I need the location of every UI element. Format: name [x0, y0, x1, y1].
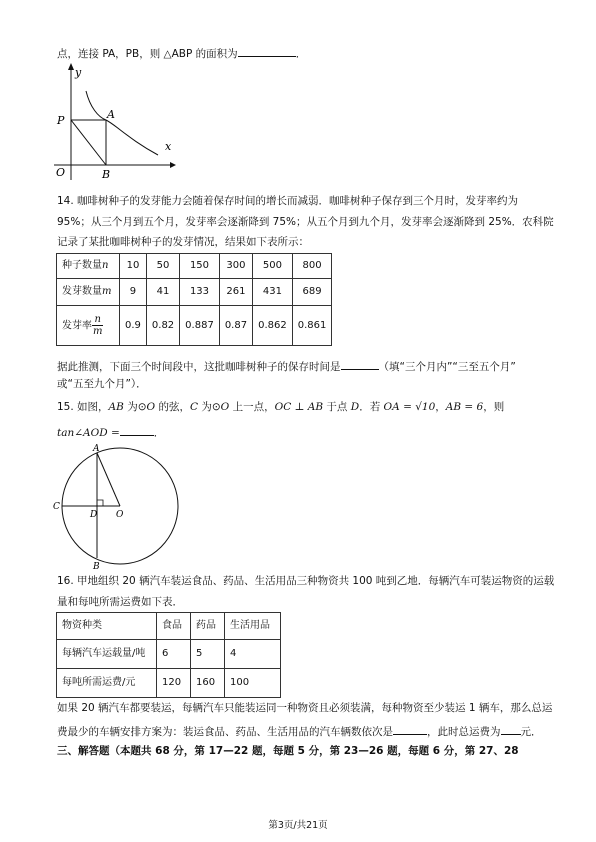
- q14-after2: 或“五至九个月”）．: [57, 378, 147, 390]
- hyperbola-curve: [86, 91, 158, 155]
- q15-text: 为⊙: [198, 401, 221, 413]
- y-axis-arrow: [68, 63, 74, 70]
- table-cell: 120: [157, 669, 191, 698]
- q13-graph: [50, 62, 180, 182]
- q14-row-rate: [57, 306, 332, 346]
- table-cell: 150: [180, 254, 220, 279]
- q16-row-capacity: [57, 640, 281, 669]
- q14-table: [56, 253, 332, 346]
- table-cell: 每吨所需运费/元: [57, 669, 157, 698]
- q14-after1-text: 据此推测，下面三个时间段中，这批咖啡树种子的保存时间是: [57, 361, 341, 373]
- q14-line1: 14. 咖啡树种子的发芽能力会随着保存时间的增长而减弱．咖啡树种子保存到三个月时，发芽率约为: [57, 195, 519, 207]
- table-cell: 41: [146, 279, 179, 306]
- table-cell: 133: [180, 279, 220, 306]
- q16-line1: 16. 甲地组织 20 辆汽车装运食品、药品、生活用品三种物资共 100 吨到乙地．每辆汽车可装运物资的运载: [57, 575, 555, 587]
- q13-answer-blank: [238, 45, 296, 57]
- q15-math: AB = 6: [445, 401, 484, 413]
- q14-row2-label: [57, 279, 120, 306]
- q16-line2: 量和每吨所需运费如下表．: [57, 596, 183, 608]
- q16-text: 费最少的车辆安排方案为：装运食品、药品、生活用品的汽车辆数依次是: [57, 726, 393, 738]
- table-cell: 500: [253, 254, 293, 279]
- q13-line: 点，连接 PA，PB，则 △ABP 的面积为: [57, 48, 238, 60]
- page-footer: 第3页/共21页: [268, 820, 328, 831]
- label-p: P: [57, 114, 65, 127]
- table-cell: 689: [292, 279, 332, 306]
- table-cell: 100: [225, 669, 281, 698]
- q15-answer-blank: [120, 424, 154, 436]
- q13-text: [57, 45, 306, 61]
- segment-oa: [97, 453, 120, 506]
- q14-after1: [57, 358, 516, 374]
- x-axis-arrow: [170, 162, 176, 168]
- table-cell: 5: [191, 640, 225, 669]
- label-o: O: [56, 166, 66, 179]
- q16-header-row: [57, 613, 281, 640]
- label-c: C: [53, 502, 60, 512]
- q15-circle-figure: [50, 440, 190, 572]
- q16-row-cost: [57, 669, 281, 698]
- table-cell: 每辆汽车运载量/吨: [57, 640, 157, 669]
- q15-text: 为⊙: [123, 401, 147, 413]
- q16-text: 元．: [520, 726, 542, 738]
- q15-text: ．若: [359, 401, 384, 413]
- q15-math: OC ⊥ AB: [274, 401, 324, 413]
- label-x: x: [165, 140, 172, 153]
- segment-pb: [71, 120, 106, 165]
- q16-text: ，此时总运费为: [427, 726, 501, 738]
- q14-row-germinated: [57, 279, 332, 306]
- table-cell: 0.9: [120, 306, 147, 346]
- q14-answer-blank: [341, 358, 379, 370]
- table-header-cell: 生活用品: [225, 613, 281, 640]
- table-cell: 0.862: [253, 306, 293, 346]
- q15-line1: [57, 401, 504, 414]
- q15-text: 于点: [323, 401, 351, 413]
- q14-row2-label-text: 发芽数量: [62, 286, 102, 297]
- q14-row-seeds: [57, 254, 332, 279]
- q15-line2: [57, 424, 164, 440]
- q15-text: ，: [435, 401, 446, 413]
- section-three-heading: 三、解答题（本题共 68 分，第 17—22 题，每题 5 分，第 23—26 题，每题 6 分，第 27、28: [57, 745, 519, 757]
- q14-row2-var: m: [102, 286, 112, 297]
- q15-text: 上一点，: [229, 401, 275, 413]
- table-cell: 0.82: [146, 306, 179, 346]
- table-header-cell: 药品: [191, 613, 225, 640]
- q15-math: OA = √10: [383, 401, 436, 413]
- table-header-cell: 物资种类: [57, 613, 157, 640]
- q14-row3-label: [57, 306, 120, 346]
- table-cell: 800: [292, 254, 332, 279]
- q14-after1-end: （填“三个月内”“三至五个月”: [378, 361, 516, 373]
- table-cell: 160: [191, 669, 225, 698]
- q14-line3: 记录了某批咖啡树种子的发芽情况，结果如下表所示：: [57, 236, 309, 248]
- label-o: O: [116, 510, 124, 520]
- q15-text: 的弦，: [155, 401, 190, 413]
- q16-after2: [57, 723, 542, 739]
- table-cell: 4: [225, 640, 281, 669]
- q16-after1: 如果 20 辆汽车都要装运，每辆汽车只能装运同一种物资且必须装满，每种物资至少装运 1 辆车，那么总运: [57, 702, 553, 714]
- q15-math: C: [189, 401, 198, 413]
- label-y: y: [75, 66, 82, 79]
- label-a: A: [93, 444, 100, 454]
- fraction-numerator: n: [92, 314, 103, 326]
- q14-line2: 95%；从三个月到五个月，发芽率会逐渐降到 75%；从五个月到九个月，发芽率会逐渐降到 25%．农科院: [57, 216, 554, 228]
- q15-math: O: [146, 401, 156, 413]
- q16-table: [56, 612, 281, 698]
- table-cell: 10: [120, 254, 147, 279]
- q16-answer-blank-1: [393, 723, 427, 735]
- table-cell: 50: [146, 254, 179, 279]
- q15-math: O: [220, 401, 230, 413]
- rate-fraction: [92, 314, 103, 337]
- q14-row1-label-text: 种子数量: [62, 260, 102, 271]
- q15-tan: tan∠AOD =: [57, 427, 120, 439]
- q15-text: ，则: [483, 401, 505, 413]
- fraction-denominator: m: [93, 326, 103, 337]
- table-cell: 431: [253, 279, 293, 306]
- table-cell: 0.861: [292, 306, 332, 346]
- q14-row3-label-text: 发芽率: [62, 320, 92, 332]
- table-cell: 300: [219, 254, 252, 279]
- table-cell: 6: [157, 640, 191, 669]
- q15-math: D: [350, 401, 360, 413]
- label-b: B: [93, 562, 100, 572]
- right-angle-mark: [97, 500, 103, 506]
- table-header-cell: 食品: [157, 613, 191, 640]
- table-cell: 0.87: [219, 306, 252, 346]
- table-cell: 9: [120, 279, 147, 306]
- label-d: D: [90, 510, 98, 520]
- q15-text: 15. 如图，: [57, 401, 109, 413]
- label-b: B: [102, 168, 111, 181]
- table-cell: 0.887: [180, 306, 220, 346]
- q13-end: ．: [295, 48, 307, 60]
- q15-end: ．: [153, 427, 165, 439]
- label-a: A: [107, 108, 115, 121]
- q15-math: AB: [108, 401, 124, 413]
- q16-answer-blank-2: [501, 723, 521, 735]
- q14-row1-var: n: [102, 260, 109, 271]
- table-cell: 261: [219, 279, 252, 306]
- q14-row1-label: [57, 254, 120, 279]
